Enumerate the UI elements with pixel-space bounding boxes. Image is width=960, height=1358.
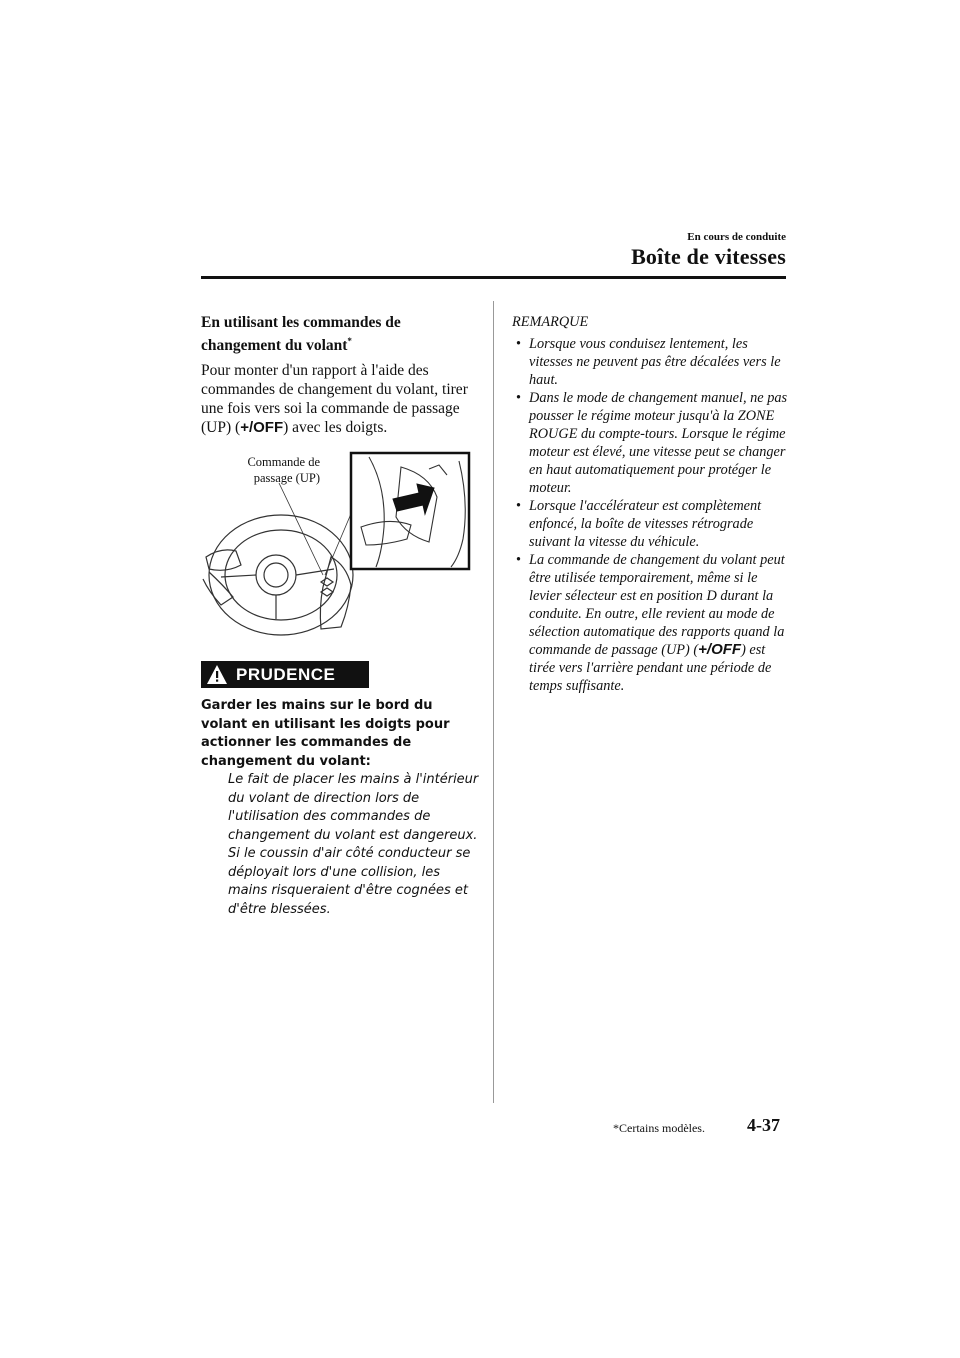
note-item bbox=[512, 335, 792, 389]
note-item bbox=[512, 497, 792, 551]
note-item-text-end: ) est tirée vers l'arrière pendant une période de temps suffisante. bbox=[529, 642, 772, 694]
caution-badge bbox=[201, 661, 369, 688]
right-hand bbox=[320, 557, 351, 629]
note-item-text-start: La commande de changement du volant peut être utilisée temporairement, même si le levier sélecteur est en position D durant la conduite. En outre, elle revient au mode de sélection automatique des rapports quand la commande de passage (UP) ( bbox=[529, 552, 785, 658]
up-off-keycap: +/OFF bbox=[240, 419, 284, 437]
steering-wheel-rim bbox=[209, 515, 353, 635]
warning-triangle-icon bbox=[206, 664, 228, 685]
caution-explanation: Le fait de placer les mains à l'intérieur du volant de direction lors de l'utilisation des commandes de changement du volant est dangereux. Si le coussin d'air côté conducteur se déployait lors d'une collision, les mains risqueraient d'être cognées et d'être blessées. bbox=[228, 772, 479, 917]
caution-label: PRUDENCE bbox=[236, 665, 336, 684]
left-column bbox=[201, 313, 479, 437]
caution-instruction: Garder les mains sur le bord du volant en utilisant les doigts pour actionner les commandes de changement du volant: bbox=[201, 698, 450, 769]
up-off-keycap: +/OFF bbox=[698, 641, 742, 658]
bullet-mark: • bbox=[516, 390, 522, 406]
chapter-label: En cours de conduite bbox=[687, 231, 786, 243]
note-item-text: Lorsque l'accélérateur est complètement enfoncé, la boîte de vitesses rétrograde suivant la vitesse du véhicule. bbox=[529, 498, 762, 550]
instruction-paragraph bbox=[201, 361, 479, 437]
instruction-text-end: ) avec les doigts. bbox=[283, 419, 388, 437]
page-number: 4-37 bbox=[747, 1115, 780, 1135]
header-rule bbox=[201, 276, 786, 279]
section-heading-text: En utilisant les commandes de changement du volant bbox=[201, 314, 401, 355]
note-heading: REMARQUE bbox=[512, 314, 589, 330]
note-item-text: Dans le mode de changement manuel, ne pas pousser le régime moteur jusqu'à la ZONE ROUGE du compte-tours. Lorsque le régime moteur est élevé, une vitesse peut se changer en haut automatiquement pour protéger le moteur. bbox=[529, 390, 788, 496]
steering-wheel-hub bbox=[256, 555, 296, 595]
column-divider bbox=[493, 301, 494, 1103]
callout-line bbox=[279, 483, 323, 575]
bullet-mark: • bbox=[516, 498, 522, 514]
figure-callout-label: Commande de passage (UP) bbox=[247, 455, 320, 485]
note-item bbox=[512, 389, 792, 497]
note-item-text: Lorsque vous conduisez lentement, les vitesses ne peuvent pas être décalées vers le haut. bbox=[529, 336, 781, 388]
some-models-mark: * bbox=[347, 336, 352, 346]
page-title: Boîte de vitesses bbox=[631, 244, 786, 269]
instruction-text-start: Pour monter d'un rapport à l'aide des commandes de changement du volant, tirer une fois vers soi la commande de passage (UP) ( bbox=[201, 362, 468, 437]
right-column bbox=[512, 313, 792, 695]
caution-body bbox=[201, 697, 481, 919]
note-item bbox=[512, 551, 792, 695]
bullet-mark: • bbox=[516, 336, 522, 352]
bullet-mark: • bbox=[516, 552, 522, 568]
footnote: *Certains modèles. bbox=[613, 1121, 705, 1135]
section-heading bbox=[201, 313, 479, 355]
